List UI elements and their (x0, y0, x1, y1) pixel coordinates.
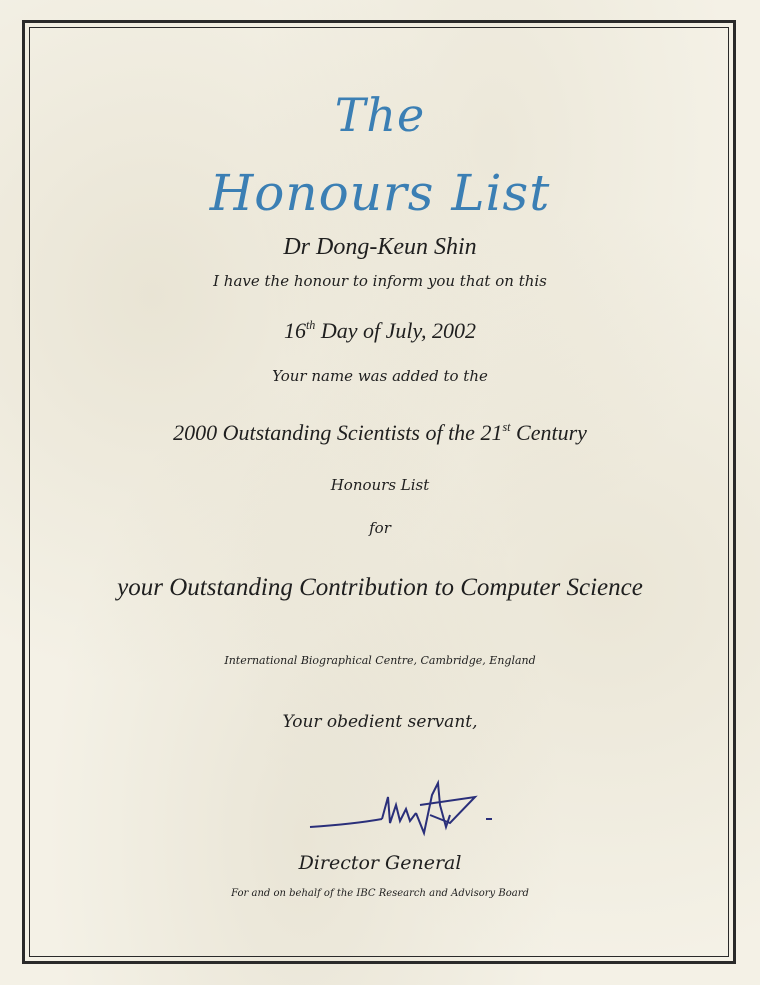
title-honours-list: Honours List (209, 164, 551, 222)
signer-behalf: For and on behalf of the IBC Research and Advisory Board (231, 888, 529, 899)
added-text: Your name was added to the (272, 367, 488, 385)
date-suffix: th (305, 318, 316, 332)
signature-image (300, 775, 530, 845)
organization-text: International Biographical Centre, Cambridge, England (224, 654, 536, 667)
date-day: 16 (283, 318, 306, 344)
list-name (0, 420, 760, 446)
closing-text: Your obedient servant, (282, 712, 478, 732)
signer-title: Director General (298, 852, 462, 874)
list-suffix: st (502, 420, 511, 434)
award-date (0, 318, 760, 344)
list-prefix: 2000 Outstanding Scientists of the 21 (173, 420, 503, 446)
honours-list-label: Honours List (330, 476, 430, 494)
date-rest: Day of July, 2002 (315, 318, 477, 344)
title-the: The (334, 88, 426, 142)
list-rest: Century (510, 420, 587, 446)
recipient-name: Dr Dong-Keun Shin (283, 234, 477, 260)
contribution-text: your Outstanding Contribution to Computer Science (117, 574, 643, 601)
inform-text: I have the honour to inform you that on this (213, 272, 547, 290)
for-text: for (369, 519, 391, 537)
